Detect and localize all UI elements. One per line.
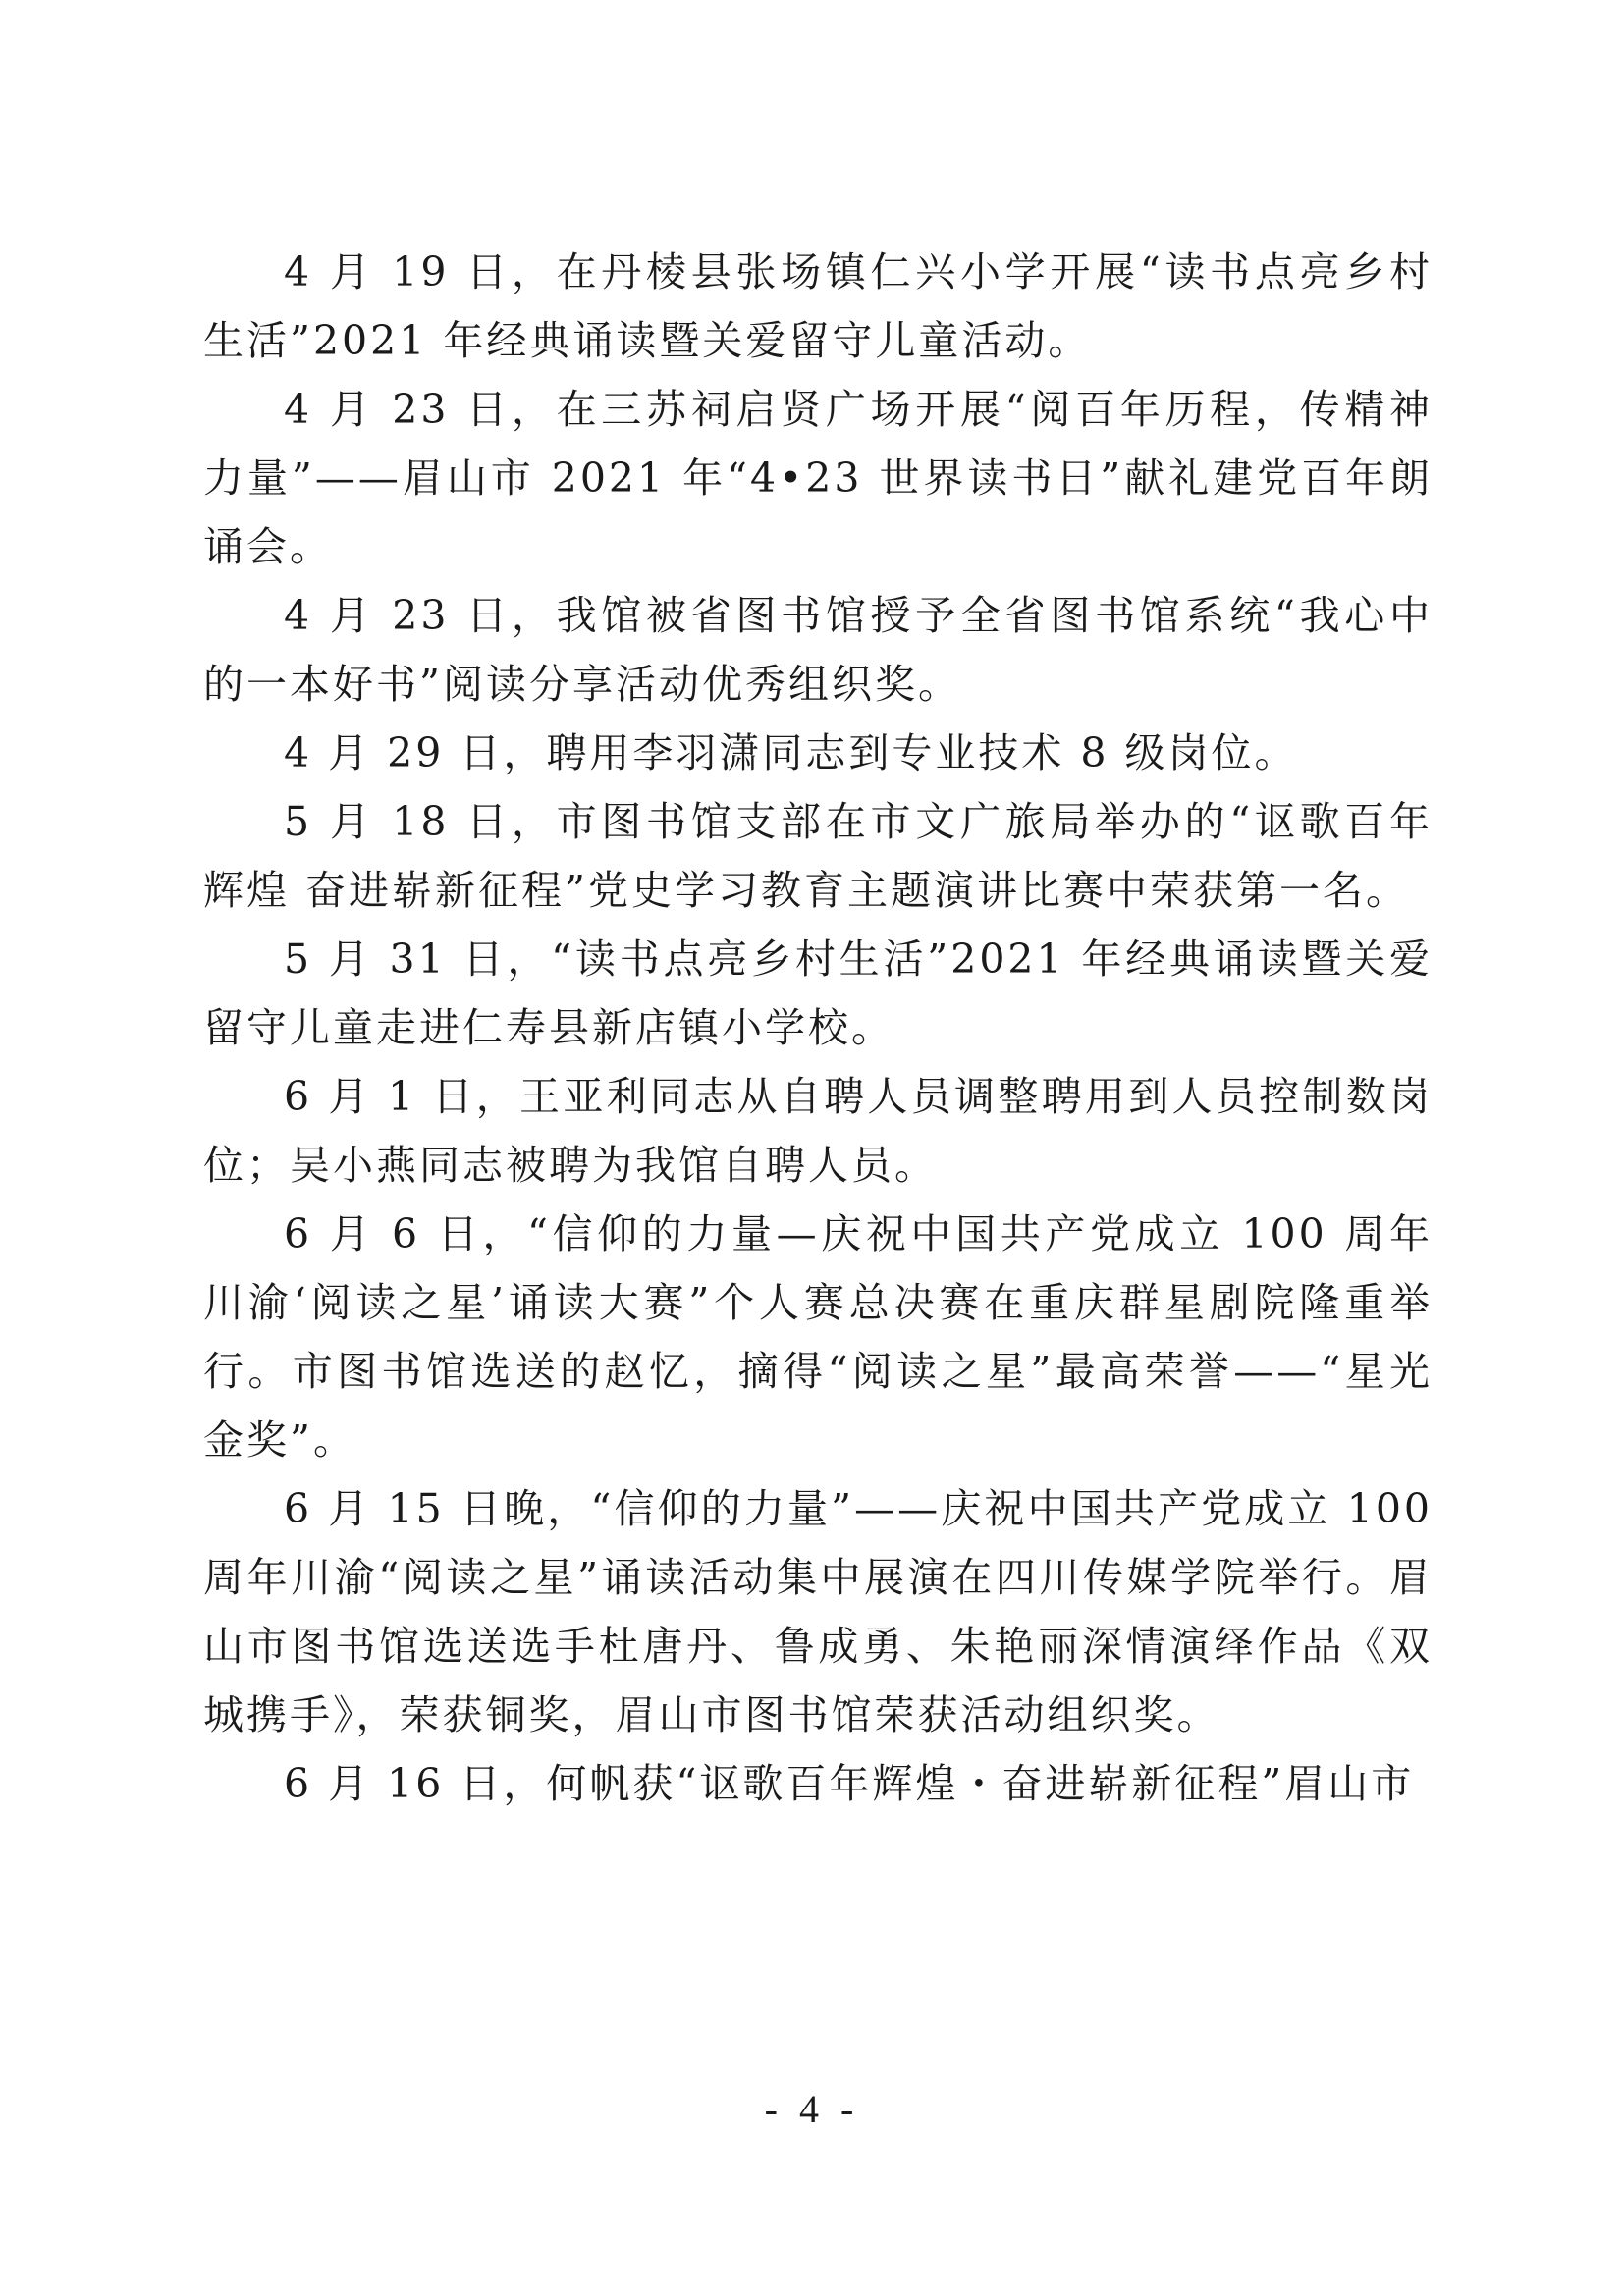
paragraph-jun-6: 6 月 6 日，“信仰的力量—庆祝中国共产党成立 100 周年川渝‘阅读之星’诵读大赛”个人赛总决赛在重庆群星剧院隆重举行。市图书馆选送的赵忆，摘得“阅读之星”最高荣誉——“星光金奖”。 [203,1210,1433,1464]
paragraph-jun-1: 6 月 1 日，王亚利同志从自聘人员调整聘用到人员控制数岗位；吴小燕同志被聘为我馆自聘人员。 [203,1073,1433,1189]
paragraph-may-18: 5 月 18 日，市图书馆支部在市文广旅局举办的“讴歌百年辉煌 奋进崭新征程”党史学习教育主题演讲比赛中荣获第一名。 [203,798,1434,914]
paragraph-jun-15: 6 月 15 日晚，“信仰的力量”——庆祝中国共产党成立 100 周年川渝“阅读之星”诵读活动集中展演在四川传媒学院举行。眉山市图书馆选送选手杜唐丹、鲁成勇、朱艳丽深情演绎作品《双城携手》，荣获铜奖，眉山市图书馆荣获活动组织奖。 [203,1485,1433,1738]
paragraph-apr-19: 4 月 19 日，在丹棱县张场镇仁兴小学开展“读书点亮乡村生活”2021 年经典诵读暨关爱留守儿童活动。 [203,248,1433,364]
page-number: - 4 - [764,2087,860,2131]
paragraph-jun-16: 6 月 16 日，何帆获“讴歌百年辉煌・奋进崭新征程”眉山市 [284,1760,1415,1807]
paragraph-apr-29: 4 月 29 日，聘用李羽潇同志到专业技术 8 级岗位。 [284,729,1298,776]
body-text [203,238,1433,1818]
paragraph-apr-23-award: 4 月 23 日，我馆被省图书馆授予全省图书馆系统“我心中的一本好书”阅读分享活动优秀组织奖。 [203,592,1434,708]
paragraph-may-31: 5 月 31 日，“读书点亮乡村生活”2021 年经典诵读暨关爱留守儿童走进仁寿县新店镇小学校。 [203,935,1433,1051]
paragraph-apr-23-reading-day: 4 月 23 日，在三苏祠启贤广场开展“阅百年历程，传精神力量”——眉山市 2021 年“4•23 世界读书日”献礼建党百年朗诵会。 [203,386,1433,570]
